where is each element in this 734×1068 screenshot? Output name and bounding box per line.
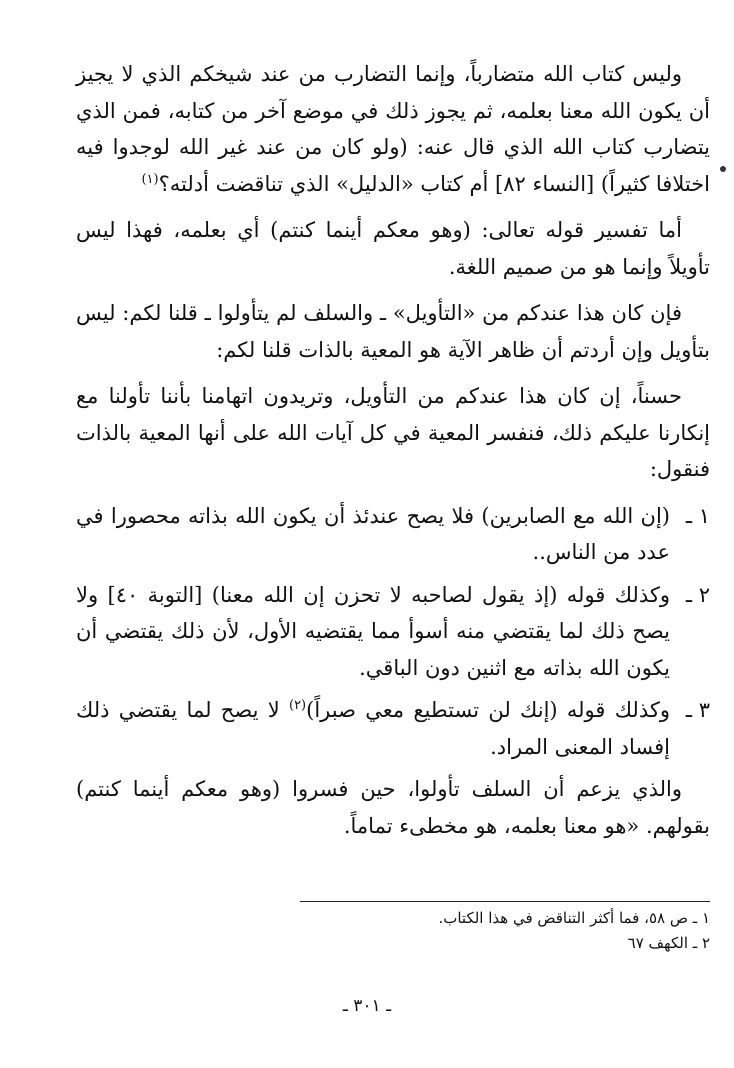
- list-item-text: [76, 692, 670, 765]
- paragraph-3: [76, 295, 710, 368]
- list-item-text: (إن الله مع الصابرين) فلا يصح عندئذ أن يكون الله بذاته محصورا في عدد من الناس..: [76, 503, 670, 564]
- footnote-divider: [300, 901, 710, 902]
- list-item: [76, 498, 710, 571]
- paragraph-3-text: فإن كان هذا عندكم من «التأويل» ـ والسلف لم يتأولوا ـ قلنا لكم: ليس بتأويل وإن أردتم أن ظاهر الآية هو المعية بالذات قلنا لكم:: [76, 301, 710, 362]
- footnote-2: ٢ ـ الكهف ٦٧: [627, 934, 710, 952]
- list-item: [76, 692, 710, 765]
- closing-paragraph-text: والذي يزعم أن السلف تأولوا، حين فسروا (وهو معكم أينما كنتم) بقولهم. «هو معنا بعلمه، هو مخطىء تماماً.: [76, 777, 710, 838]
- list-item-text: وكذلك قوله (إذ يقول لصاحبه لا تحزن إن الله معنا) [التوبة ٤٠] ولا يصح ذلك لما يقتضي منه أسوأ مما يقتضيه الأول، لأن ذلك يقتضي أن يكون الله بذاته مع اثنين دون الباقي.: [76, 582, 670, 680]
- page-body: [76, 56, 710, 854]
- closing-paragraph: [76, 771, 710, 844]
- footnotes: [300, 906, 710, 956]
- paragraph-1: [76, 56, 710, 202]
- paragraph-1-text: وليس كتاب الله متضارباً، وإنما التضارب من عند شيخكم الذي لا يجيز أن يكون الله معنا بعلمه، ثم يجوز ذلك في موضع آخر من كتابه، فمن الذي يتضارب كتاب الله الذي قال عنه: (ولو كان من عند غير الله لوجدوا فيه اختلافا كثيراً) [النساء ٨٢] أم كتاب «الدليل» الذي تناقضت أدلته؟: [76, 62, 710, 196]
- margin-dot: [720, 166, 726, 172]
- paragraph-2: [76, 212, 710, 285]
- list-item-number: ٣ ـ: [685, 698, 710, 722]
- footnote-ref-1: (١): [141, 171, 159, 187]
- footnote-ref-2: (٢): [288, 698, 307, 713]
- paragraph-4: [76, 378, 710, 488]
- list-item: [76, 577, 710, 687]
- paragraph-4-text: حسناً، إن كان هذا عندكم من التأويل، وتريدون اتهامنا بأننا تأولنا مع إنكارنا عليكم ذلك، فنفسر المعية في كل آيات الله على أنها المعية بالذات فنقول:: [76, 384, 710, 481]
- page-number: ـ ٣٠١ ـ: [342, 996, 392, 1016]
- list-item-text-part: لا يصح لما يقتضي ذلك إفساد المعنى المراد.: [76, 698, 670, 759]
- list-item-number: ١ ـ: [685, 503, 710, 528]
- list-item-text-part: وكذلك قوله (إنك لن تستطيع معي صبراً): [306, 698, 670, 722]
- footnote-1: ١ ـ ص ٥٨، فما أكثر التناقض في هذا الكتاب.: [438, 909, 710, 927]
- paragraph-2-text: أما تفسير قوله تعالى: (وهو معكم أينما كنتم) أي بعلمه، فهذا ليس تأويلاً وإنما هو من صميم اللغة.: [76, 218, 710, 279]
- list-item-number: ٢ ـ: [685, 582, 710, 607]
